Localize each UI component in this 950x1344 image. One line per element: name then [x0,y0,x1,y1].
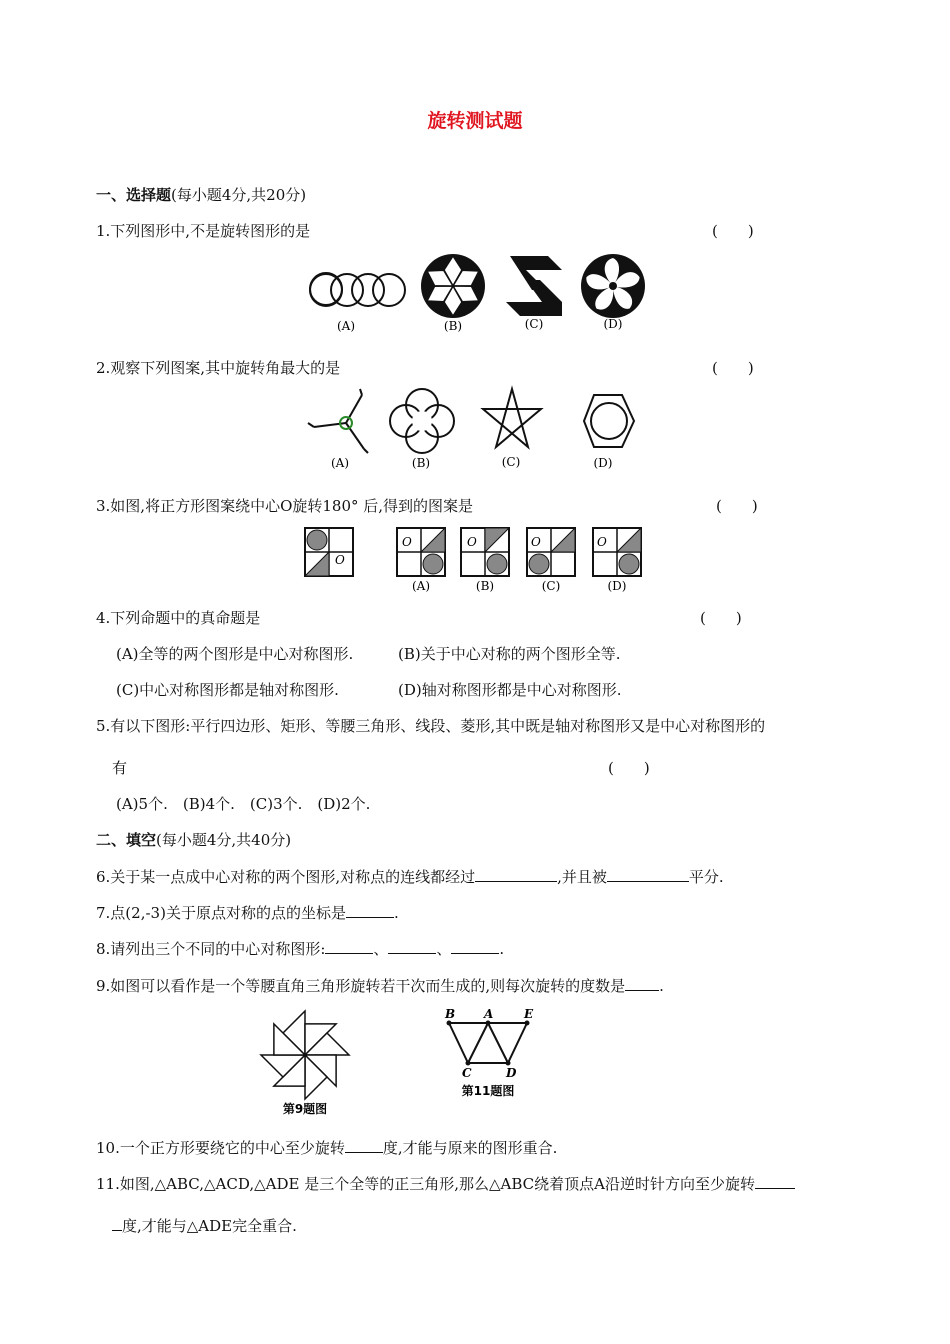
q8-end: . [499,940,505,958]
q9-text-a: 9.如图可以看作是一个等腰直角三角形旋转若干次而生成的,则每次旋转的度数是 [96,977,626,995]
section-title-2: 二、填空 [96,831,157,849]
q8-text-a: 8.请列出三个不同的中心对称图形: [96,940,326,958]
option-d-flower [581,254,645,318]
option-a-rings [310,274,405,306]
question-8 [96,938,504,959]
point-d: D [506,1066,517,1080]
option-c-pentagram [483,389,541,447]
option-d-square [593,528,641,576]
option-a-triskelion [308,389,368,453]
q10-text-b: 度,才能与原来的图形重合. [382,1139,558,1157]
q10-text-a: 10.一个正方形要绕它的中心至少旋转 [96,1139,345,1157]
question-5-line2: 有 [112,759,128,777]
page-title: 旋转测试题 [427,110,523,132]
fig9-caption: 第9题图 [282,1102,328,1116]
q4-option-a[interactable]: (A)全等的两个图形是中心对称图形. [116,645,354,663]
q6-text-c: 平分. [688,868,724,886]
q6-blank-2[interactable] [607,867,689,882]
q3-figures [305,524,650,594]
option-b-star-disc [421,254,485,318]
q11-text-a: 11.如图,△ABC,△ACD,△ADE 是三个全等的正三角形,那么△ABC绕着顶点A沿逆时针方向至少旋转 [96,1175,755,1193]
q8-sep-2: 、 [436,940,452,958]
q1-figures [300,250,650,340]
answer-paren-4[interactable]: ( ) [700,609,742,627]
q6-blank-1[interactable] [475,867,557,882]
option-a-square [397,528,445,576]
question-4: 4.下列命题中的真命题是 [96,609,261,627]
center-o-label: O [335,553,345,567]
q6-text-a: 6.关于某一点成中心对称的两个图形,对称点的连线都经过 [96,868,476,886]
q9-q11-figures [255,1005,575,1120]
q4-option-b[interactable]: (B)关于中心对称的两个图形全等. [398,645,621,663]
q3-label-b: (B) [475,579,495,593]
q10-blank[interactable] [345,1138,383,1153]
question-5-line1: 5.有以下图形:平行四边形、矩形、等腰三角形、线段、菱形,其中既是轴对称图形又是中心对称图形的 [96,717,766,735]
question-6 [96,866,724,887]
question-1: 1.下列图形中,不是旋转图形的是 [96,222,311,240]
q2-label-b: (B) [411,456,431,470]
q8-sep-1: 、 [373,940,389,958]
q3-label-c: (C) [541,579,561,593]
q8-blank-3[interactable] [451,939,499,954]
option-c-s-logo [506,256,562,316]
q6-text-b: ,并且被 [557,868,607,886]
q11-blank-part2[interactable] [112,1216,122,1231]
q3-label-d: (D) [607,579,627,593]
center-o-label-b: O [467,535,477,549]
q8-blank-1[interactable] [325,939,373,954]
question-7 [96,902,399,923]
point-c: C [462,1066,472,1080]
question-2: 2.观察下列图案,其中旋转角最大的是 [96,359,341,377]
center-o-label-d: O [597,535,607,549]
point-e: E [524,1007,534,1021]
q2-label-c: (C) [501,455,521,469]
answer-paren-3[interactable]: ( ) [716,497,758,515]
center-o-label-a: O [402,535,412,549]
option-c-square [527,528,575,576]
q1-label-c: (C) [524,317,544,331]
q7-blank[interactable] [346,903,394,918]
q7-text-b: . [393,904,399,922]
answer-paren-2[interactable]: ( ) [712,359,754,377]
q4-option-d[interactable]: (D)轴对称图形都是中心对称图形. [398,681,622,699]
question-11-line2 [112,1215,297,1236]
point-b: B [445,1007,456,1021]
q1-label-a: (A) [336,319,356,333]
answer-paren-5[interactable]: ( ) [608,759,650,777]
answer-paren-1[interactable]: ( ) [712,222,754,240]
q11-text-b: 度,才能与△ADE完全重合. [122,1217,297,1235]
pinwheel-figure [258,1008,351,1101]
section-note-2: (每小题4分,共40分) [156,831,292,849]
question-9 [96,975,664,996]
q8-blank-2[interactable] [388,939,436,954]
q9-blank[interactable] [625,976,659,991]
question-3: 3.如图,将正方形图案绕中心O旋转180° 后,得到的图案是 [96,497,474,515]
section-heading-fill [96,829,291,850]
option-b-center-fill [412,411,432,431]
fig11-caption: 第11题图 [461,1084,515,1098]
q3-label-a: (A) [411,579,431,593]
section-heading-choice [96,184,306,205]
q1-label-d: (D) [603,317,623,331]
question-11-line1 [96,1173,795,1194]
point-a: A [484,1007,494,1021]
q9-text-b: . [659,977,664,995]
triangles-figure [449,1023,527,1063]
q2-figures [300,385,650,480]
q7-text-a: 7.点(2,-3)关于原点对称的点的坐标是 [96,904,346,922]
section-note: (每小题4分,共20分) [171,186,307,204]
q5-options: (A)5个. (B)4个. (C)3个. (D)2个. [116,795,371,813]
center-o-label-c: O [531,535,541,549]
original-square [305,528,353,576]
q1-label-b: (B) [443,319,463,333]
option-d-hexagon [584,395,634,447]
q2-label-a: (A) [330,456,350,470]
q2-label-d: (D) [593,456,613,470]
option-b-square [461,528,509,576]
q4-option-c[interactable]: (C)中心对称图形都是轴对称图形. [116,681,339,699]
q11-blank-part1[interactable] [755,1174,795,1189]
question-10 [96,1137,557,1158]
section-title: 一、选择题 [96,186,172,204]
